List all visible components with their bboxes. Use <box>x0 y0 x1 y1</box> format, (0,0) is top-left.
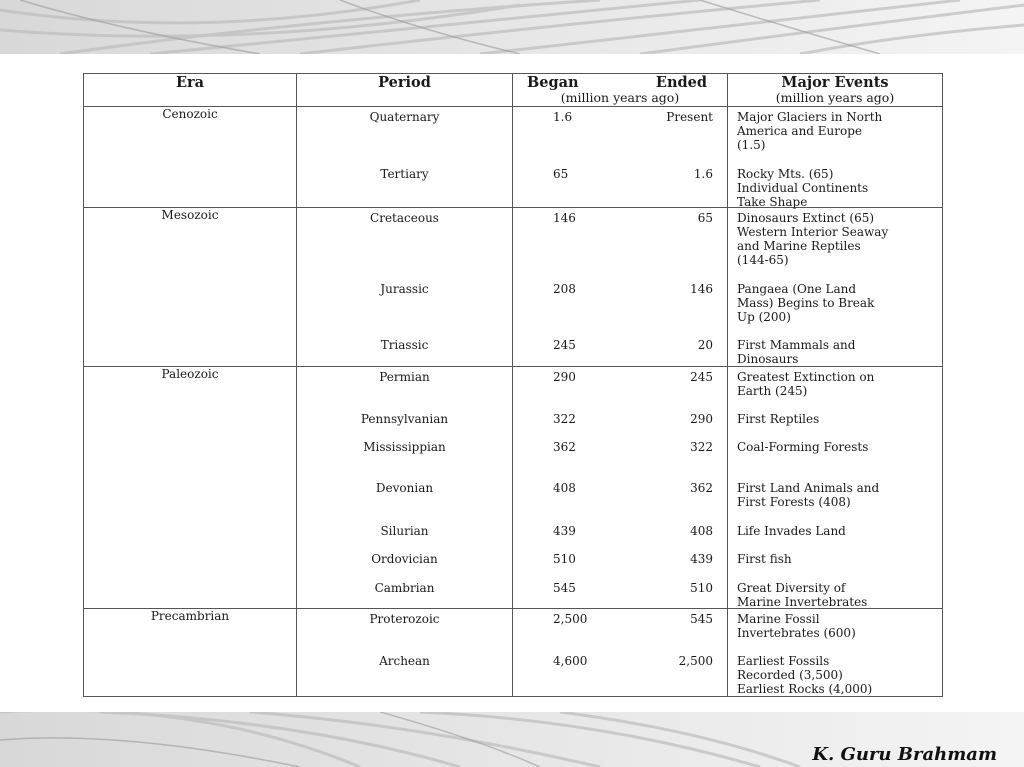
event-line: First fish <box>737 552 792 566</box>
era-row <box>84 367 943 609</box>
ended-value: Present <box>666 110 713 124</box>
event-block <box>737 440 938 454</box>
period-name: Tertiary <box>380 167 429 181</box>
event-block <box>737 654 938 696</box>
event-line: First Forests (408) <box>737 495 851 509</box>
period-name: Triassic <box>380 338 429 352</box>
began-value: 2,500 <box>553 612 588 626</box>
event-block <box>737 282 938 324</box>
ended-value: 65 <box>697 211 713 225</box>
event-line: Take Shape <box>737 195 808 209</box>
era-row <box>84 107 943 208</box>
event-line: Dinosaurs Extinct (65) <box>737 211 875 225</box>
began-value: 362 <box>553 440 576 454</box>
event-line: Dinosaurs <box>737 352 799 366</box>
dates-cell <box>513 208 728 367</box>
events-header-label: Major Events <box>781 74 889 91</box>
began-ended-subheader: (million years ago) <box>560 90 680 105</box>
began-value: 322 <box>553 412 576 426</box>
event-line: Rocky Mts. (65) <box>737 167 834 181</box>
event-line: (1.5) <box>737 138 766 152</box>
period-header: Period <box>297 74 513 107</box>
ended-value: 290 <box>690 412 713 426</box>
event-block <box>737 167 938 209</box>
ended-header: Ended <box>655 74 707 91</box>
geologic-time-table <box>83 73 943 697</box>
event-line: First Mammals and <box>737 338 856 352</box>
began-value: 146 <box>553 211 576 225</box>
period-name: Cretaceous <box>370 211 439 225</box>
event-block <box>737 412 938 426</box>
events-cell <box>728 107 943 208</box>
event-line: Up (200) <box>737 310 791 324</box>
ended-value: 20 <box>697 338 713 352</box>
began-value: 510 <box>553 552 576 566</box>
era-row <box>84 609 943 697</box>
began-header: Began <box>527 74 579 91</box>
period-name: Jurassic <box>380 282 429 296</box>
event-line: Life Invades Land <box>737 524 846 538</box>
period-name: Pennsylvanian <box>360 412 449 426</box>
period-name: Mississippian <box>363 440 446 454</box>
dates-cell <box>513 367 728 609</box>
dates-cell <box>513 107 728 208</box>
event-block <box>737 481 938 509</box>
era-cell: Precambrian <box>84 609 297 697</box>
event-line: Coal-Forming Forests <box>737 440 869 454</box>
events-subheader: (million years ago) <box>775 90 895 105</box>
period-name: Quaternary <box>369 110 440 124</box>
period-cell <box>297 367 513 609</box>
event-block <box>737 581 938 609</box>
event-line: Major Glaciers in North <box>737 110 883 124</box>
event-line: First Land Animals and <box>737 481 880 495</box>
period-name: Ordovician <box>371 552 438 566</box>
event-line: Greatest Extinction on <box>737 370 875 384</box>
table-header-row <box>84 74 943 107</box>
event-line: Earth (245) <box>737 384 808 398</box>
period-name: Proterozoic <box>369 612 440 626</box>
era-cell: Mesozoic <box>84 208 297 367</box>
ended-value: 362 <box>690 481 713 495</box>
event-line: Earliest Fossils <box>737 654 830 668</box>
event-line: Western Interior Seaway <box>737 225 889 239</box>
ended-value: 545 <box>690 612 713 626</box>
event-line: First Reptiles <box>737 412 820 426</box>
era-row <box>84 208 943 367</box>
event-block <box>737 211 938 267</box>
ended-value: 408 <box>690 524 713 538</box>
period-name: Cambrian <box>374 581 435 595</box>
event-line: and Marine Reptiles <box>737 239 861 253</box>
period-name: Silurian <box>380 524 429 538</box>
ended-value: 322 <box>690 440 713 454</box>
began-value: 208 <box>553 282 576 296</box>
era-header: Era <box>84 74 297 107</box>
event-block <box>737 552 938 566</box>
events-cell <box>728 609 943 697</box>
began-value: 439 <box>553 524 576 538</box>
event-line: (144-65) <box>737 253 789 267</box>
event-line: Marine Invertebrates <box>737 595 868 609</box>
period-cell <box>297 208 513 367</box>
era-cell: Paleozoic <box>84 367 297 609</box>
began-value: 545 <box>553 581 576 595</box>
period-name: Permian <box>379 370 430 384</box>
began-value: 65 <box>553 167 569 181</box>
event-line: Earliest Rocks (4,000) <box>737 682 873 696</box>
event-block <box>737 370 938 398</box>
ended-value: 510 <box>690 581 713 595</box>
event-block <box>737 524 938 538</box>
began-ended-header <box>513 74 728 107</box>
event-line: America and Europe <box>737 124 863 138</box>
event-line: Pangaea (One Land <box>737 282 857 296</box>
began-value: 4,600 <box>553 654 588 668</box>
event-line: Mass) Begins to Break <box>737 296 875 310</box>
ended-value: 2,500 <box>678 654 713 668</box>
era-cell: Cenozoic <box>84 107 297 208</box>
ended-value: 439 <box>690 552 713 566</box>
events-cell <box>728 367 943 609</box>
ended-value: 146 <box>690 282 713 296</box>
event-block <box>737 338 938 366</box>
event-line: Recorded (3,500) <box>737 668 843 682</box>
began-value: 1.6 <box>553 110 573 124</box>
events-cell <box>728 208 943 367</box>
event-line: Individual Continents <box>737 181 869 195</box>
began-value: 290 <box>553 370 576 384</box>
period-cell <box>297 609 513 697</box>
ended-value: 245 <box>690 370 713 384</box>
period-name: Archean <box>379 654 430 668</box>
events-header <box>728 74 943 107</box>
event-block <box>737 612 938 640</box>
dates-cell <box>513 609 728 697</box>
event-line: Invertebrates (600) <box>737 626 856 640</box>
began-value: 245 <box>553 338 576 352</box>
ended-value: 1.6 <box>693 167 713 181</box>
author-signature: K. Guru Brahmam <box>812 744 997 765</box>
event-block <box>737 110 938 152</box>
began-value: 408 <box>553 481 576 495</box>
period-name: Devonian <box>375 481 434 495</box>
event-line: Great Diversity of <box>737 581 846 595</box>
period-cell <box>297 107 513 208</box>
event-line: Marine Fossil <box>737 612 820 626</box>
